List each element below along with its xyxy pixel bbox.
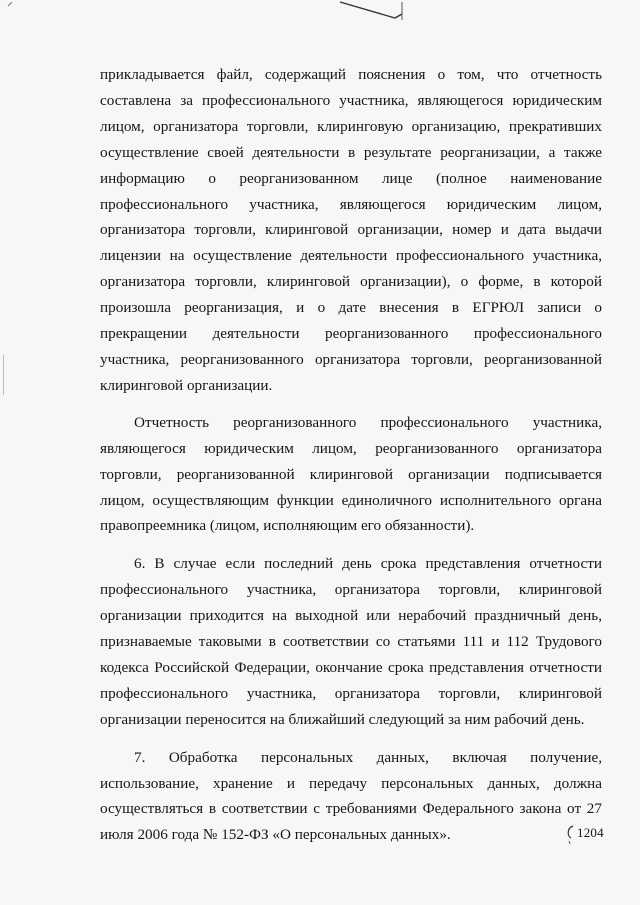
page-number: 1204 [577, 825, 604, 840]
paragraph-item-7: 7. Обработка персональных данных, включая получение, использование, хранение и передачу персональных данных, должна осуществляться в соответствии с требованиями Федерального закона от 27 июля 2006 года № 152-ФЗ «О персональных данных». [100, 748, 602, 844]
document-body [100, 62, 602, 848]
paragraph-continuation: прикладывается файл, содержащий пояснения о том, что отчетность составлена за профессионального участника, являющегося юридическим лицом, организатора торговли, клиринговую организацию, прекративших осуществление своей деятельности в результате реорганизации, а также информацию о реорганизованном лице (полное наименование профессионального участника, являющегося юридическим лицом, организатора торговли, клиринговой организации, номер и дата выдачи лицензии на осуществление деятельности профессионального участника, организатора торговли, клиринговой организации), о форме, в которой произошла реорганизация, и о дате внесения в ЕГРЮЛ записи о прекращении деятельности реорганизованного профессионального участника, реорганизованного организатора торговли, реорганизованной клиринговой организации. [100, 66, 602, 394]
paragraph-signature: Отчетность реорганизованного профессионального участника, являющегося юридическим лицом, реорганизованного организатора торговли, реорганизованной клиринговой организации подписывается лицом, осуществляющим функции единоличного исполнительного органа правопреемника (лицом, исполняющим его обязанности). [100, 413, 602, 535]
page-number-mark-icon [563, 822, 577, 846]
top-scan-mark [0, 0, 640, 30]
margin-mark [3, 355, 4, 395]
paragraph-item-6: 6. В случае если последний день срока представления отчетности профессионального участника, организатора торговли, клиринговой организации приходится на выходной или нерабочий праздничный день, признаваемые таковыми в соответствии со статьями 111 и 112 Трудового кодекса Российской Федерации, окончание срока представления отчетности профессионального участника, организатора торговли, клиринговой организации переносится на ближайший следующий за ним рабочий день. [100, 555, 602, 728]
